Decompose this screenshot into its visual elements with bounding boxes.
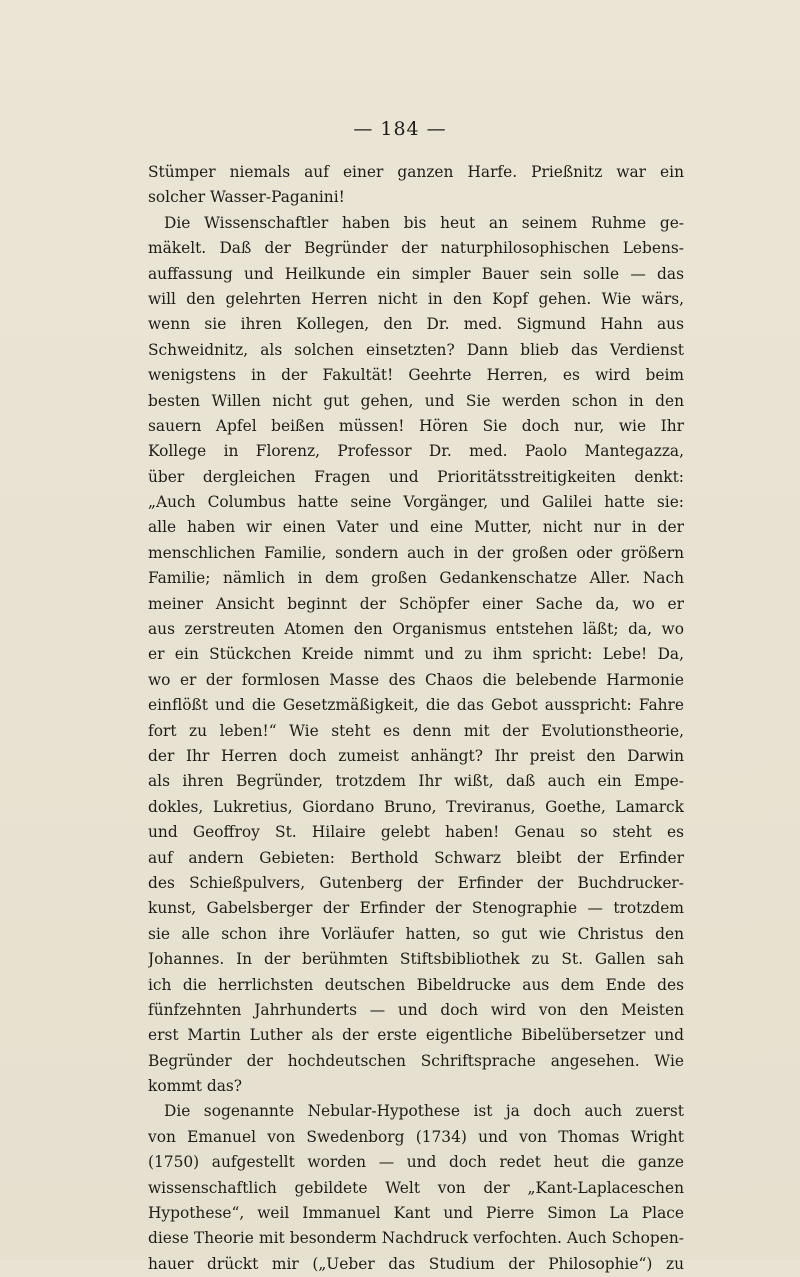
text-line: Stümper niemals auf einer ganzen Harfe. Prießnitz war ein bbox=[148, 163, 684, 181]
text-line: wenn sie ihren Kollegen, den Dr. med. Sigmund Hahn aus bbox=[148, 315, 684, 334]
text-line: Johannes. In der berühmten Stiftsbibliothek zu St. Gallen sah bbox=[148, 950, 684, 969]
text-line: wenigstens in der Fakultät! Geehrte Herren, es wird beim bbox=[148, 366, 684, 385]
text-line: kunst, Gabelsberger der Erfinder der Stenographie — trotzdem bbox=[148, 899, 684, 918]
text-line: auf andern Gebieten: Berthold Schwarz bleibt der Erfinder bbox=[148, 848, 684, 867]
text-line: diese Theorie mit besonderm Nachdruck verfochten. Auch Schopen- bbox=[148, 1229, 684, 1248]
text-line: Die sogenannte Nebular-Hypothese ist ja doch auch zuerst bbox=[164, 1102, 684, 1121]
text-line: auffassung und Heilkunde ein simpler Bauer sein solle — das bbox=[148, 264, 684, 283]
text-line: Begründer der hochdeutschen Schriftsprache angesehen. Wie bbox=[148, 1051, 684, 1070]
text-line: Die Wissenschaftler haben bis heut an seinem Ruhme ge- bbox=[164, 213, 684, 232]
text-line: einflößt und die Gesetzmäßigkeit, die das Gebot ausspricht: Fahre bbox=[148, 696, 684, 715]
text-line: der Ihr Herren doch zumeist anhängt? Ihr preist den Darwin bbox=[148, 746, 684, 765]
text-line: Familie; nämlich in dem großen Gedankenschatze Aller. Nach bbox=[148, 569, 684, 588]
text-line: aus zerstreuten Atomen den Organismus entstehen läßt; da, wo bbox=[148, 620, 684, 639]
text-line: erst Martin Luther als der erste eigentliche Bibelübersetzer und bbox=[148, 1026, 684, 1045]
text-line: fort zu leben!“ Wie steht es denn mit der Evolutionstheorie, bbox=[148, 721, 684, 740]
text-line: menschlichen Familie, sondern auch in der großen oder größern bbox=[148, 543, 684, 562]
text-line: wissenschaftlich gebildete Welt von der „Kant-Laplaceschen bbox=[148, 1178, 684, 1197]
body-text bbox=[148, 160, 684, 1277]
text-line: von Emanuel von Swedenborg (1734) und von Thomas Wright bbox=[148, 1127, 684, 1146]
text-line: wo er der formlosen Masse des Chaos die belebende Harmonie bbox=[148, 670, 684, 689]
text-line: besten Willen nicht gut gehen, und Sie werden schon in den bbox=[148, 391, 684, 410]
text-line: mäkelt. Daß der Begründer der naturphilosophischen Lebens- bbox=[148, 239, 684, 258]
text-line: (1750) aufgestellt worden — und doch redet heut die ganze bbox=[148, 1153, 684, 1172]
text-line: über dergleichen Fragen und Prioritätsstreitigkeiten denkt: bbox=[148, 467, 684, 486]
text-line: und Geoffroy St. Hilaire gelebt haben! Genau so steht es bbox=[148, 823, 684, 842]
page-number: — 184 — bbox=[353, 118, 447, 140]
text-line: fünfzehnten Jahrhunderts — und doch wird von den Meisten bbox=[148, 1000, 684, 1019]
text-line: des Schießpulvers, Gutenberg der Erfinder der Buchdrucker- bbox=[148, 873, 684, 892]
text-line: dokles, Lukretius, Giordano Bruno, Treviranus, Goethe, Lamarck bbox=[148, 797, 684, 816]
text-line: solcher Wasser-Paganini! bbox=[148, 188, 345, 207]
text-line: ich die herrlichsten deutschen Bibeldrucke aus dem Ende des bbox=[148, 975, 684, 994]
text-line: „Auch Columbus hatte seine Vorgänger, und Galilei hatte sie: bbox=[148, 493, 684, 512]
text-line: als ihren Begründer, trotzdem Ihr wißt, daß auch ein Empe- bbox=[148, 772, 684, 791]
text-line: er ein Stückchen Kreide nimmt und zu ihm spricht: Lebe! Da, bbox=[148, 645, 684, 664]
text-line: Schweidnitz, als solchen einsetzten? Dann blieb das Verdienst bbox=[148, 340, 684, 359]
text-line: meiner Ansicht beginnt der Schöpfer einer Sache da, wo er bbox=[148, 594, 684, 613]
text-line: Hypothese“, weil Immanuel Kant und Pierre Simon La Place bbox=[148, 1204, 684, 1223]
text-line: sauern Apfel beißen müssen! Hören Sie doch nur, wie Ihr bbox=[148, 416, 684, 435]
text-line: Kollege in Florenz, Professor Dr. med. Paolo Mantegazza, bbox=[148, 442, 684, 461]
text-line: alle haben wir einen Vater und eine Mutter, nicht nur in der bbox=[148, 518, 684, 537]
text-line: will den gelehrten Herren nicht in den Kopf gehen. Wie wärs, bbox=[148, 289, 684, 308]
text-line: kommt das? bbox=[148, 1077, 243, 1096]
text-line: hauer drückt mir („Ueber das Studium der Philosophie“) zu bbox=[148, 1254, 684, 1273]
text-line: sie alle schon ihre Vorläufer hatten, so gut wie Christus den bbox=[148, 924, 684, 943]
